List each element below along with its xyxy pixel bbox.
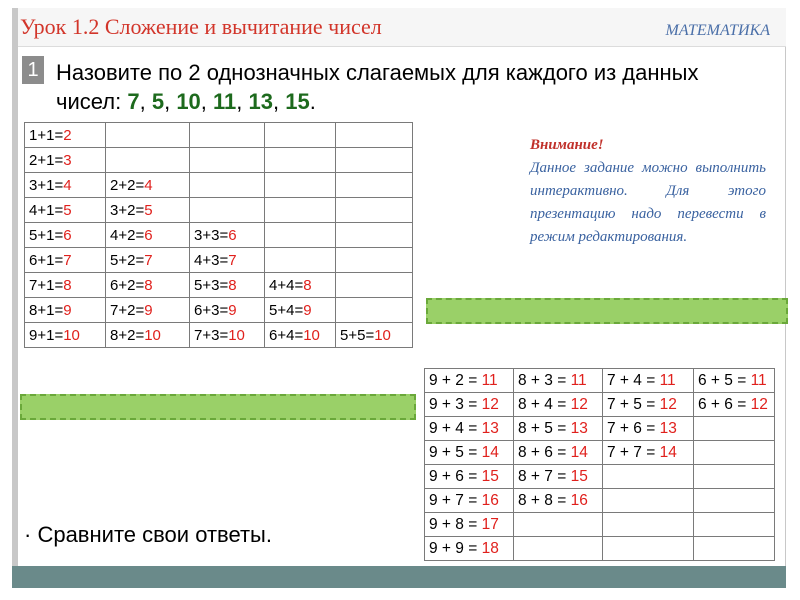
comma: , bbox=[236, 89, 249, 114]
table-cell bbox=[425, 393, 514, 417]
result: 12 bbox=[481, 395, 499, 413]
expression: 9 + 9 = bbox=[429, 539, 482, 557]
table-cell bbox=[336, 123, 413, 148]
table-cell bbox=[265, 323, 336, 348]
expression: 4+2= bbox=[110, 226, 145, 244]
expression: 4+4= bbox=[269, 276, 304, 294]
expression: 9 + 8 = bbox=[429, 515, 482, 533]
table-row bbox=[425, 489, 775, 513]
expression: 4+1= bbox=[29, 201, 64, 219]
result: 16 bbox=[481, 491, 499, 509]
table-row bbox=[425, 465, 775, 489]
table-cell bbox=[514, 513, 603, 537]
result: 11 bbox=[750, 371, 767, 389]
table-cell bbox=[603, 417, 694, 441]
table-cell bbox=[25, 223, 106, 248]
expression: 8+2= bbox=[110, 326, 145, 344]
expression: 5+5= bbox=[340, 326, 375, 344]
table-cell bbox=[336, 273, 413, 298]
result: 10 bbox=[144, 326, 161, 344]
expression: 5+4= bbox=[269, 301, 304, 319]
result: 10 bbox=[63, 326, 80, 344]
expression: 7 + 5 = bbox=[607, 395, 660, 413]
table-cell bbox=[25, 173, 106, 198]
table-cell bbox=[106, 223, 190, 248]
result: 15 bbox=[570, 467, 588, 485]
result: 4 bbox=[63, 176, 72, 194]
task-text bbox=[56, 58, 756, 116]
result: 10 bbox=[228, 326, 245, 344]
expression: 1+1= bbox=[29, 126, 64, 144]
table-cell bbox=[25, 198, 106, 223]
result: 15 bbox=[481, 467, 499, 485]
table-cell bbox=[336, 223, 413, 248]
expression: 6+4= bbox=[269, 326, 304, 344]
table-cell bbox=[514, 537, 603, 561]
expression: 9 + 7 = bbox=[429, 491, 482, 509]
table-cell bbox=[514, 417, 603, 441]
expression: 9 + 4 = bbox=[429, 419, 482, 437]
table-cell bbox=[106, 198, 190, 223]
table-cell bbox=[514, 441, 603, 465]
expression: 8 + 3 = bbox=[518, 371, 571, 389]
table-cell bbox=[25, 148, 106, 173]
expression: 3+2= bbox=[110, 201, 145, 219]
table-cell bbox=[603, 393, 694, 417]
bottom-bar bbox=[12, 566, 786, 588]
table-row bbox=[425, 537, 775, 561]
result: 17 bbox=[481, 515, 499, 533]
result: 5 bbox=[63, 201, 72, 219]
result: 7 bbox=[63, 251, 72, 269]
table-cell bbox=[106, 173, 190, 198]
table-cell bbox=[265, 248, 336, 273]
table-cell bbox=[603, 369, 694, 393]
task-number-15: 15 bbox=[285, 89, 310, 114]
table-cell bbox=[514, 369, 603, 393]
table-cell bbox=[336, 148, 413, 173]
result: 11 bbox=[481, 371, 498, 389]
table-row bbox=[425, 513, 775, 537]
result: 16 bbox=[570, 491, 588, 509]
table-cell bbox=[336, 198, 413, 223]
table-cell bbox=[336, 323, 413, 348]
table-cell bbox=[694, 513, 775, 537]
expression: 6 + 6 = bbox=[698, 395, 751, 413]
result: 12 bbox=[570, 395, 588, 413]
table-cell bbox=[694, 417, 775, 441]
comma: , bbox=[139, 89, 152, 114]
table-cell bbox=[25, 248, 106, 273]
table-cell bbox=[265, 298, 336, 323]
table-cell bbox=[106, 148, 190, 173]
result: 6 bbox=[63, 226, 72, 244]
table-cell bbox=[106, 298, 190, 323]
table-row bbox=[425, 417, 775, 441]
expression: 6+3= bbox=[194, 301, 229, 319]
table-cell bbox=[25, 273, 106, 298]
result: 7 bbox=[144, 251, 153, 269]
table-cell bbox=[190, 223, 265, 248]
result: 10 bbox=[303, 326, 320, 344]
table-cell bbox=[265, 173, 336, 198]
expression: 2+2= bbox=[110, 176, 145, 194]
sums-table-large bbox=[424, 368, 775, 561]
table-cell bbox=[603, 513, 694, 537]
table-row bbox=[425, 441, 775, 465]
table-row bbox=[25, 223, 413, 248]
expression: 9 + 5 = bbox=[429, 443, 482, 461]
task-number-10: 10 bbox=[176, 89, 201, 114]
result: 18 bbox=[481, 539, 499, 557]
result: 7 bbox=[228, 251, 237, 269]
result: 10 bbox=[374, 326, 391, 344]
compare-instruction bbox=[24, 522, 272, 548]
result: 14 bbox=[570, 443, 588, 461]
table-cell bbox=[190, 123, 265, 148]
result: 8 bbox=[144, 276, 153, 294]
table-cell bbox=[514, 465, 603, 489]
result: 6 bbox=[144, 226, 153, 244]
note-body: Данное задание можно выполнить интерактивно. Для этого презентацию надо перевести в режим редактирования. bbox=[530, 160, 766, 245]
table-cell bbox=[694, 393, 775, 417]
table-cell bbox=[514, 393, 603, 417]
expression: 9 + 3 = bbox=[429, 395, 482, 413]
comma: , bbox=[273, 89, 286, 114]
result: 6 bbox=[228, 226, 237, 244]
expression: 7 + 7 = bbox=[607, 443, 660, 461]
table-cell bbox=[425, 537, 514, 561]
task-number-13: 13 bbox=[248, 89, 274, 114]
task-number-11: 11 bbox=[213, 89, 237, 114]
expression: 6 + 5 = bbox=[698, 371, 751, 389]
result: 13 bbox=[659, 419, 677, 437]
table-cell bbox=[190, 323, 265, 348]
subject-label: МАТЕМАТИКА bbox=[665, 22, 770, 39]
expression: 7 + 4 = bbox=[607, 371, 660, 389]
task-number-badge: 1 bbox=[22, 56, 44, 84]
task-end: . bbox=[309, 89, 316, 114]
result: 3 bbox=[63, 151, 72, 169]
table-cell bbox=[514, 489, 603, 513]
result: 9 bbox=[228, 301, 237, 319]
expression: 7+3= bbox=[194, 326, 229, 344]
expression: 8+1= bbox=[29, 301, 64, 319]
table-cell bbox=[425, 465, 514, 489]
compare-text: Сравните свои ответы. bbox=[37, 522, 272, 547]
table-cell bbox=[336, 248, 413, 273]
table-row bbox=[25, 323, 413, 348]
expression: 5+3= bbox=[194, 276, 229, 294]
bullet: · bbox=[24, 522, 32, 547]
expression: 3+3= bbox=[194, 226, 229, 244]
result: 14 bbox=[481, 443, 499, 461]
table-row bbox=[25, 148, 413, 173]
task-instruction: Назовите по 2 однозначных слагаемых для каждого из данных чисел: bbox=[56, 60, 699, 114]
result: 13 bbox=[570, 419, 588, 437]
table-cell bbox=[336, 173, 413, 198]
table-cell bbox=[603, 537, 694, 561]
result: 13 bbox=[481, 419, 499, 437]
table-cell bbox=[265, 148, 336, 173]
result: 8 bbox=[303, 276, 312, 294]
result: 12 bbox=[750, 395, 768, 413]
table-cell bbox=[425, 441, 514, 465]
result: 9 bbox=[303, 301, 312, 319]
result: 9 bbox=[144, 301, 153, 319]
result: 4 bbox=[144, 176, 153, 194]
table-cell bbox=[694, 465, 775, 489]
table-cell bbox=[425, 417, 514, 441]
expression: 8 + 4 = bbox=[518, 395, 571, 413]
table-row bbox=[25, 198, 413, 223]
table-cell bbox=[265, 223, 336, 248]
expression: 5+1= bbox=[29, 226, 64, 244]
comma: , bbox=[200, 89, 214, 114]
result: 11 bbox=[570, 371, 587, 389]
task-number-list bbox=[127, 89, 309, 114]
result: 11 bbox=[659, 371, 676, 389]
table-cell bbox=[694, 441, 775, 465]
table-cell bbox=[106, 248, 190, 273]
table-cell bbox=[694, 537, 775, 561]
table-cell bbox=[694, 369, 775, 393]
answer-highlight-left[interactable] bbox=[20, 394, 416, 420]
expression: 4+3= bbox=[194, 251, 229, 269]
table-cell bbox=[190, 198, 265, 223]
table-cell bbox=[106, 123, 190, 148]
expression: 8 + 5 = bbox=[518, 419, 571, 437]
expression: 8 + 8 = bbox=[518, 491, 571, 509]
table-row bbox=[425, 393, 775, 417]
table-cell bbox=[603, 465, 694, 489]
expression: 7+2= bbox=[110, 301, 145, 319]
table-cell bbox=[106, 273, 190, 298]
result: 8 bbox=[63, 276, 72, 294]
table-cell bbox=[25, 323, 106, 348]
lesson-title: Урок 1.2 Сложение и вычитание чисел bbox=[20, 14, 382, 39]
table-cell bbox=[190, 173, 265, 198]
expression: 9 + 6 = bbox=[429, 467, 482, 485]
expression: 9 + 2 = bbox=[429, 371, 482, 389]
table-cell bbox=[603, 441, 694, 465]
expression: 8 + 6 = bbox=[518, 443, 571, 461]
sums-table-small bbox=[24, 122, 413, 348]
table-cell bbox=[190, 298, 265, 323]
left-accent-bar bbox=[12, 8, 18, 568]
result: 2 bbox=[63, 126, 72, 144]
table-cell bbox=[603, 489, 694, 513]
expression: 5+2= bbox=[110, 251, 145, 269]
result: 8 bbox=[228, 276, 237, 294]
table-cell bbox=[265, 273, 336, 298]
answer-highlight-right[interactable] bbox=[426, 298, 788, 324]
table-row bbox=[25, 298, 413, 323]
table-cell bbox=[425, 369, 514, 393]
result: 14 bbox=[659, 443, 677, 461]
comma: , bbox=[164, 89, 177, 114]
result: 9 bbox=[63, 301, 72, 319]
table-cell bbox=[265, 123, 336, 148]
note-heading: Внимание! bbox=[530, 137, 604, 153]
table-cell bbox=[190, 148, 265, 173]
result: 12 bbox=[659, 395, 677, 413]
expression: 7 + 6 = bbox=[607, 419, 660, 437]
table-cell bbox=[425, 489, 514, 513]
expression: 7+1= bbox=[29, 276, 64, 294]
table-cell bbox=[190, 273, 265, 298]
table-row bbox=[25, 248, 413, 273]
result: 5 bbox=[144, 201, 153, 219]
table-cell bbox=[694, 489, 775, 513]
expression: 8 + 7 = bbox=[518, 467, 571, 485]
expression: 3+1= bbox=[29, 176, 64, 194]
table-cell bbox=[336, 298, 413, 323]
table-row bbox=[25, 173, 413, 198]
table-row bbox=[425, 369, 775, 393]
table-cell bbox=[190, 248, 265, 273]
attention-note bbox=[530, 134, 766, 249]
table-cell bbox=[425, 513, 514, 537]
expression: 9+1= bbox=[29, 326, 64, 344]
expression: 2+1= bbox=[29, 151, 64, 169]
table-cell bbox=[265, 198, 336, 223]
task-number-7: 7 bbox=[127, 89, 140, 114]
table-cell bbox=[25, 123, 106, 148]
table-cell bbox=[25, 298, 106, 323]
table-row bbox=[25, 273, 413, 298]
expression: 6+2= bbox=[110, 276, 145, 294]
expression: 6+1= bbox=[29, 251, 64, 269]
task-number-5: 5 bbox=[151, 89, 165, 114]
table-row bbox=[25, 123, 413, 148]
table-cell bbox=[106, 323, 190, 348]
